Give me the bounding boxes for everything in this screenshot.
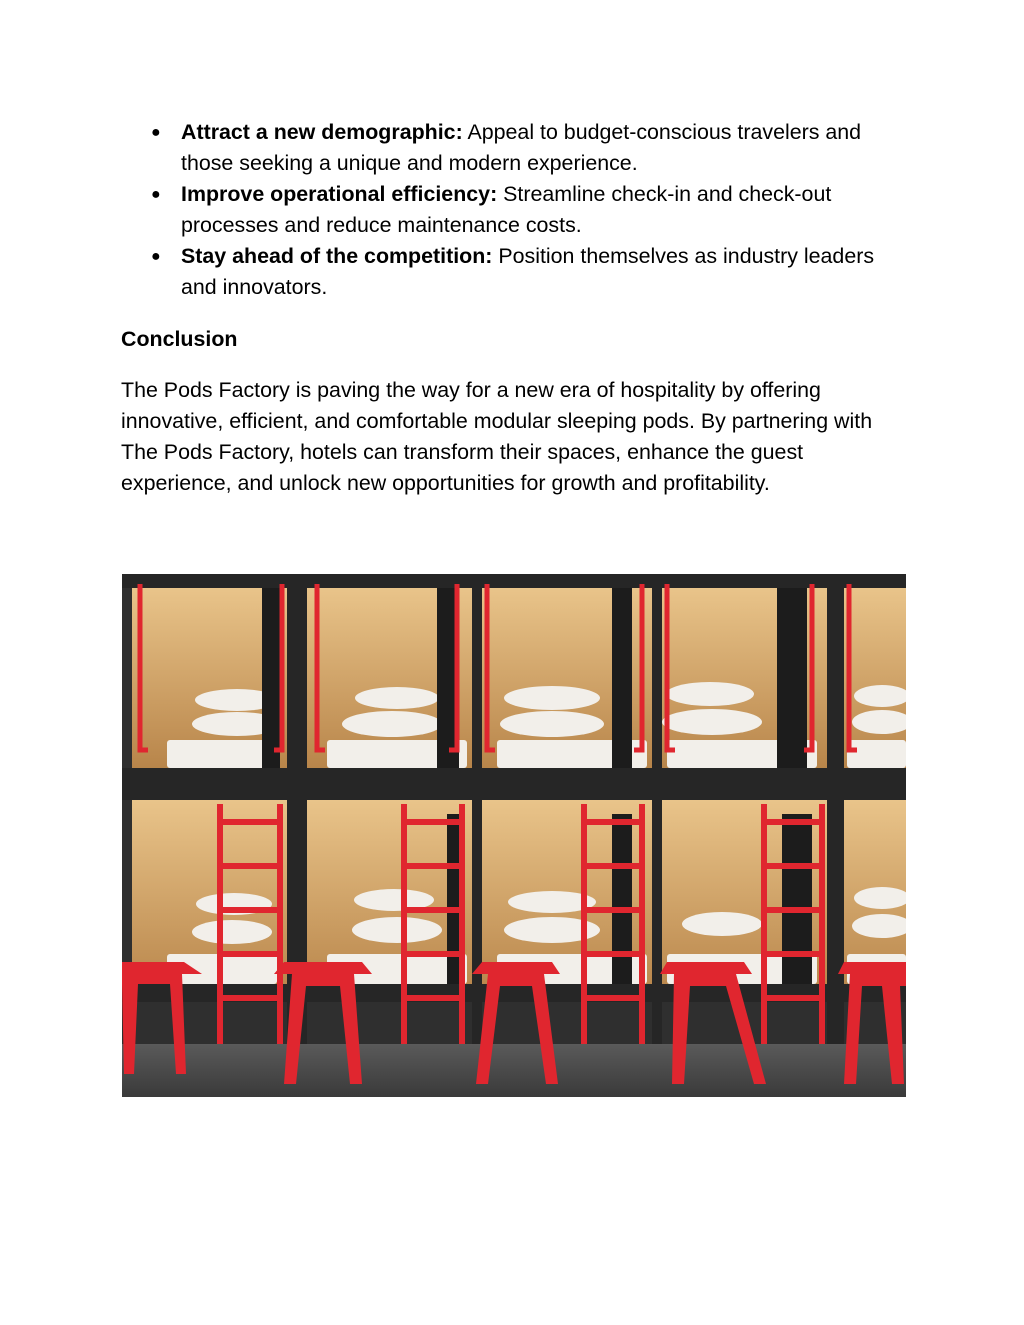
bullet-text: Position themselves as industry leaders and innovators.: [181, 244, 875, 299]
bullet-icon: ●: [151, 248, 161, 265]
bullet-text: Appeal to budget-conscious travelers and those seeking a unique and modern experience.: [181, 120, 862, 175]
list-item: [151, 117, 911, 179]
bullet-icon: ●: [151, 186, 161, 203]
bullet-title: Attract a new demographic:: [181, 120, 463, 144]
bullet-icon: ●: [151, 124, 161, 141]
conclusion-heading: Conclusion: [121, 327, 238, 351]
bullet-title: Improve operational efficiency:: [181, 182, 498, 206]
conclusion-paragraph: The Pods Factory is paving the way for a new era of hospitality by offering innovative, efficient, and comfortable modular sleeping pods. By partnering with The Pods Factory, hotels can transform their spaces, enhance the guest experience, and unlock new opportunities for growth and profitability.: [121, 378, 873, 495]
list-item: [151, 179, 911, 241]
pods-illustration: [122, 574, 906, 1097]
floor: [122, 1044, 906, 1097]
bullet-title: Stay ahead of the competition:: [181, 244, 493, 268]
list-item: [151, 241, 911, 303]
benefits-list: [151, 117, 911, 303]
sleeping-pods-photo: [122, 574, 906, 1097]
bullet-text: Streamline check-in and check-out processes and reduce maintenance costs.: [181, 182, 832, 237]
